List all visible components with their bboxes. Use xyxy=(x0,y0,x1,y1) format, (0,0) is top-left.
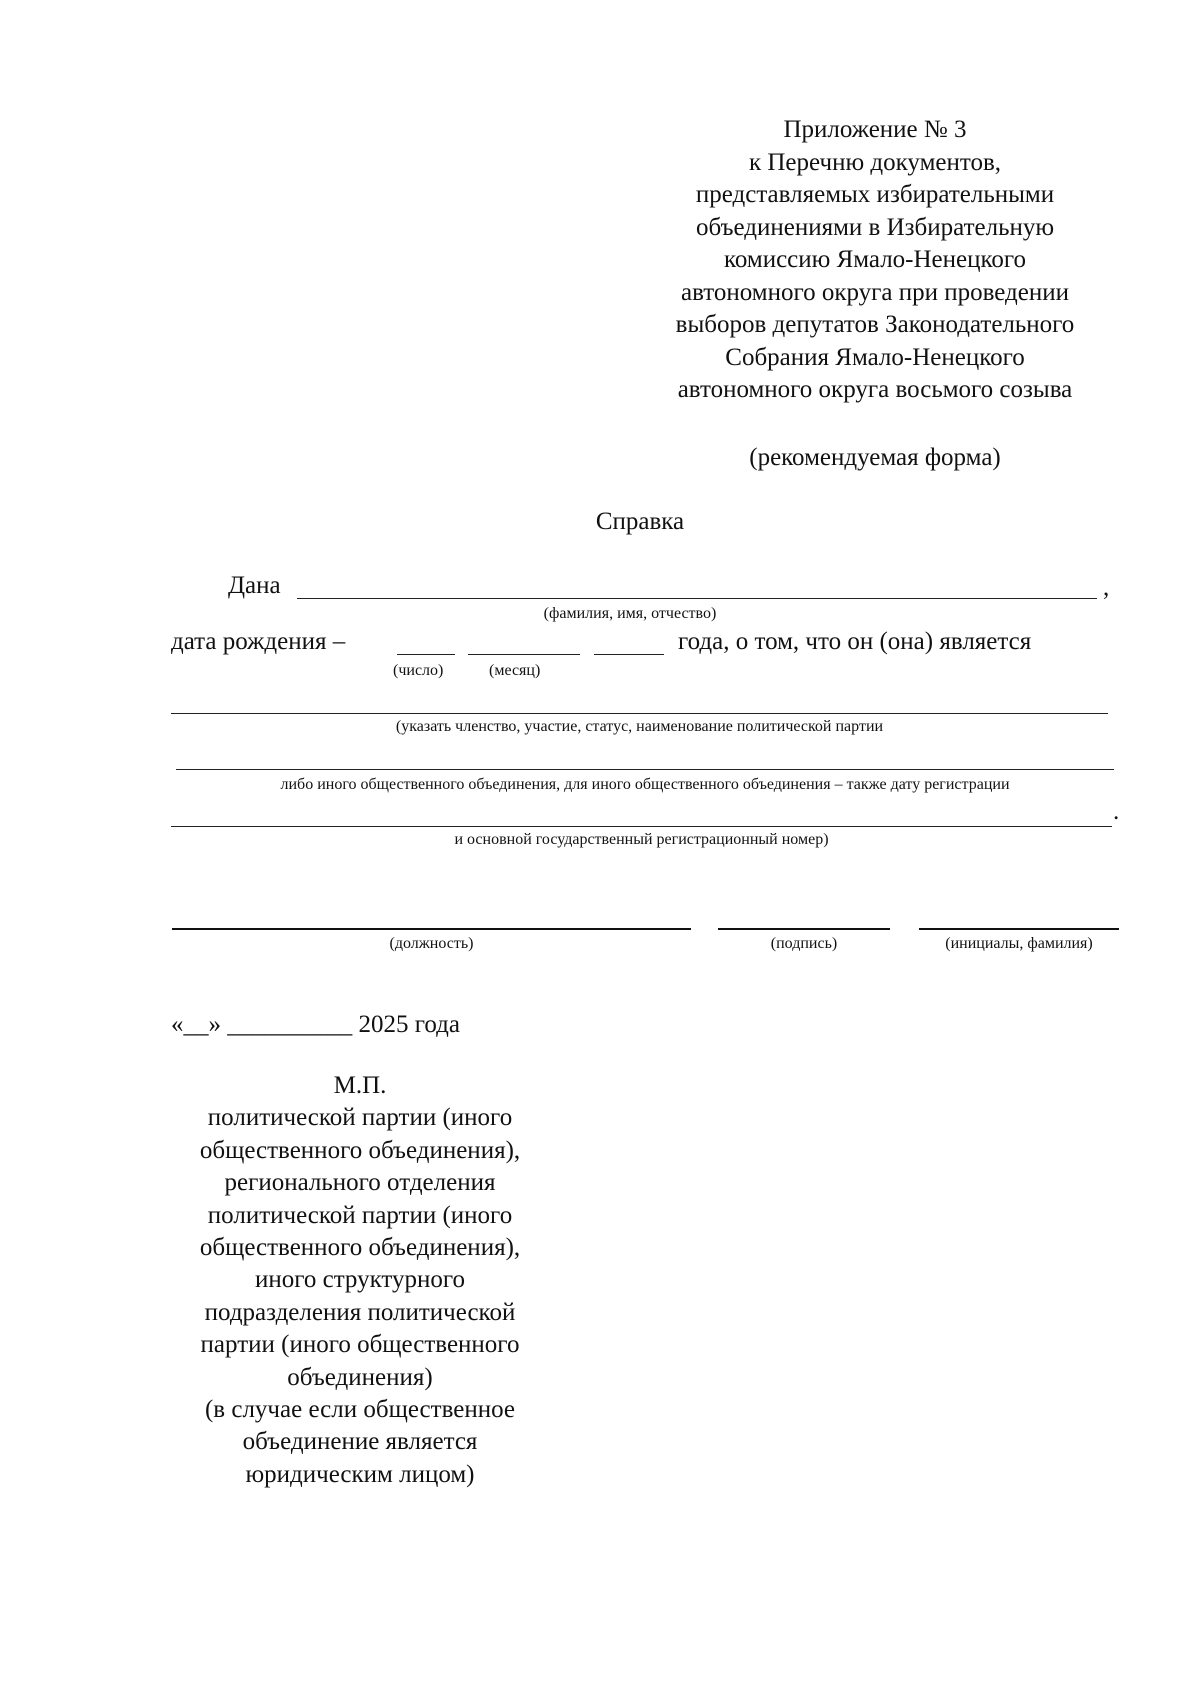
membership-field-3[interactable] xyxy=(171,826,1112,827)
form-note: (рекомендуемая форма) xyxy=(749,444,1001,471)
membership-field-2[interactable] xyxy=(176,769,1114,770)
full-name-field[interactable] xyxy=(297,598,1097,599)
appendix-header xyxy=(630,114,1120,407)
appendix-line: представляемых избирательными xyxy=(695,181,1055,208)
birth-month-field[interactable] xyxy=(468,654,580,655)
stamp-line: партии (иного общественного xyxy=(200,1331,520,1359)
day-caption: (число) xyxy=(393,662,444,679)
appendix-line: автономного округа при проведении xyxy=(680,278,1070,306)
birth-day-field[interactable] xyxy=(397,654,455,655)
initials-name-field[interactable] xyxy=(919,928,1119,930)
membership-caption-3: и основной государственный регистрационный номер) xyxy=(454,831,829,848)
stamp-line: регионального отделения xyxy=(224,1169,496,1197)
signature-caption: (подпись) xyxy=(770,935,838,952)
stamp-line: политической партии (иного xyxy=(207,1104,513,1132)
membership-end-dot: . xyxy=(1113,798,1120,825)
stamp-block xyxy=(160,1070,560,1491)
membership-caption-2: либо иного общественного объединения, для иного общественного объединения – также дату регистрации xyxy=(280,776,1010,793)
stamp-line: объединения) xyxy=(287,1363,433,1391)
full-name-caption: (фамилия, имя, отчество) xyxy=(543,605,717,622)
birth-year-field[interactable] xyxy=(594,654,664,655)
appendix-line: выборов депутатов Законодательного xyxy=(675,311,1075,338)
document-title: Справка xyxy=(595,508,685,535)
signature-field[interactable] xyxy=(718,928,890,930)
position-field[interactable] xyxy=(172,928,691,930)
issued-to-comma: , xyxy=(1103,574,1110,601)
stamp-line: общественного объединения), xyxy=(199,1234,521,1262)
appendix-line: комиссию Ямало-Ненецкого xyxy=(723,246,1027,273)
stamp-line: иного структурного xyxy=(254,1266,466,1294)
appendix-line: к Перечню документов, xyxy=(748,148,1002,176)
stamp-line: юридическим лицом) xyxy=(245,1460,475,1488)
stamp-line: М.П. xyxy=(333,1072,387,1099)
issued-to-label: Дана xyxy=(228,572,281,599)
appendix-line: Приложение № 3 xyxy=(783,116,967,143)
month-caption: (месяц) xyxy=(489,662,541,679)
appendix-line: Собрания Ямало-Ненецкого xyxy=(725,343,1025,371)
initials-name-caption: (инициалы, фамилия) xyxy=(945,935,1093,952)
stamp-line: объединение является xyxy=(242,1428,478,1456)
birth-date-tail: года, о том, что он (она) является xyxy=(678,628,1032,655)
position-caption: (должность) xyxy=(389,935,474,952)
membership-field-1[interactable] xyxy=(171,713,1108,714)
stamp-line: подразделения политической xyxy=(204,1298,516,1326)
stamp-line: политической партии (иного xyxy=(207,1201,513,1229)
birth-date-label: дата рождения – xyxy=(171,628,346,655)
appendix-line: автономного округа восьмого созыва xyxy=(677,376,1073,403)
appendix-line: объединениями в Избирательную xyxy=(695,213,1055,241)
stamp-line: (в случае если общественное xyxy=(204,1396,515,1424)
stamp-line: общественного объединения), xyxy=(199,1136,521,1164)
date-line: «__» __________ 2025 года xyxy=(171,1011,460,1038)
membership-caption-1: (указать членство, участие, статус, наименование политической партии xyxy=(395,718,884,735)
